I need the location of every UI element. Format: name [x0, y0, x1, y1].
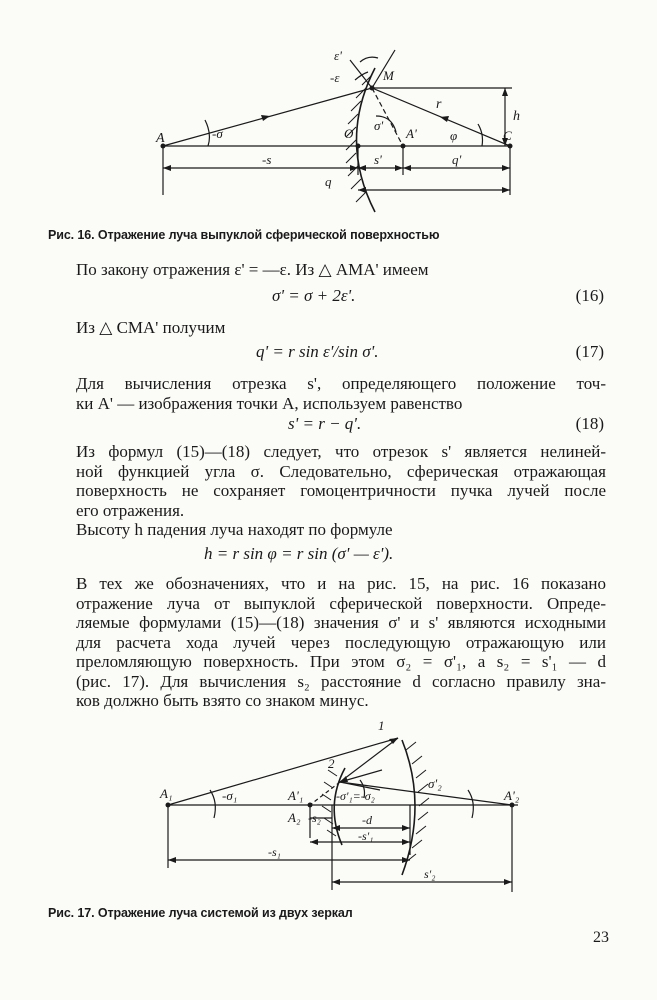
mirror-1	[402, 740, 415, 875]
label-A: A	[156, 131, 165, 146]
equation-h: h = r sin φ = r sin (σ' — ε').	[204, 544, 394, 563]
label-A-prime: A'	[406, 126, 417, 141]
ray-1-to-2	[340, 738, 398, 782]
label-r: r	[436, 97, 442, 112]
label-A2: A₂	[288, 810, 301, 825]
figure-17-caption: Рис. 17. Отражение луча системой из двух зеркал	[48, 906, 353, 920]
label-O: O	[344, 126, 354, 141]
label-neg-s1-prime: -s'₁	[358, 829, 374, 843]
label-sigma2-prime: σ'₂	[428, 776, 442, 791]
paragraph-3: Для вычисления отрезка s', определяющего положение точ- ки A' — изображения точки A, используем равенство	[76, 374, 606, 413]
label-mirror-2: 2	[328, 756, 335, 771]
label-eps-prime: ε'	[334, 48, 342, 63]
label-neg-sigma: -σ	[212, 126, 223, 141]
label-s-prime: s'	[374, 152, 382, 167]
label-neg-s1: -s₁	[268, 845, 281, 859]
label-sigma1p-sigma2: -σ'₁=-σ₂	[336, 789, 375, 803]
label-mirror-1: 1	[378, 718, 385, 733]
paragraph-6: В тех же обозначениях, что и на рис. 15, на рис. 16 показано отражение луча от выпуклой сферической поверхности. Опреде- ляемые формулами (15)—(18) значения σ' и s' являются исходными для расчета хода лучей через последующую отражающую или преломляющую поверхность. При этом σ₂ = σ'₁, а s₂ = s'₁ — d (рис. 17). Для вычисления s₂ расстояние d согласно правилу зна- ков должно быть взято со знаком минус.	[76, 574, 606, 710]
label-A2-prime: A'₂	[504, 788, 520, 803]
page-number: 23	[593, 929, 609, 946]
figure-16-caption: Рис. 16. Отражение луча выпуклой сферической поверхностью	[48, 228, 440, 242]
reflected-ray-ext	[372, 88, 403, 146]
label-neg-s2: -s₂	[308, 811, 321, 825]
label-neg-d: -d	[362, 813, 372, 827]
label-sigma-prime: σ'	[374, 118, 384, 133]
label-neg-s: -s	[262, 152, 272, 167]
normal-ext	[350, 60, 372, 88]
label-neg-sigma1: -σ₁	[222, 788, 238, 803]
equation-17: q' = r sin ε'/sin σ'. (17)	[256, 342, 604, 361]
equation-16: σ' = σ + 2ε'. (16)	[272, 286, 604, 305]
equation-18: s' = r − q'. (18)	[288, 414, 604, 433]
label-A1: A₁	[160, 786, 173, 801]
paragraph-1: По закону отражения ε' = —ε. Из △ AMA' имеем	[76, 260, 429, 279]
label-q: q	[325, 174, 332, 189]
label-s2-prime: s'₂	[424, 867, 436, 881]
figure-16-diagram	[0, 0, 657, 230]
label-C: C	[503, 128, 512, 143]
label-neg-eps: -ε	[330, 70, 340, 85]
label-A1-prime: A'₁	[288, 788, 304, 803]
figure-17-diagram	[0, 710, 657, 910]
label-phi: φ	[450, 128, 458, 143]
label-M: M	[383, 68, 394, 83]
label-h: h	[513, 109, 520, 124]
paragraph-4: Из формул (15)—(18) следует, что отрезок s' является нелиней- ной функцией угла σ. Следовательно, сферическая отражающая поверхность не сохраняет гомоцентричности пучка лучей после его отражения.	[76, 442, 606, 520]
label-q-prime: q'	[452, 152, 462, 167]
paragraph-5: Высоту h падения луча находят по формуле	[76, 520, 393, 539]
paragraph-2: Из △ CMA' получим	[76, 318, 226, 337]
